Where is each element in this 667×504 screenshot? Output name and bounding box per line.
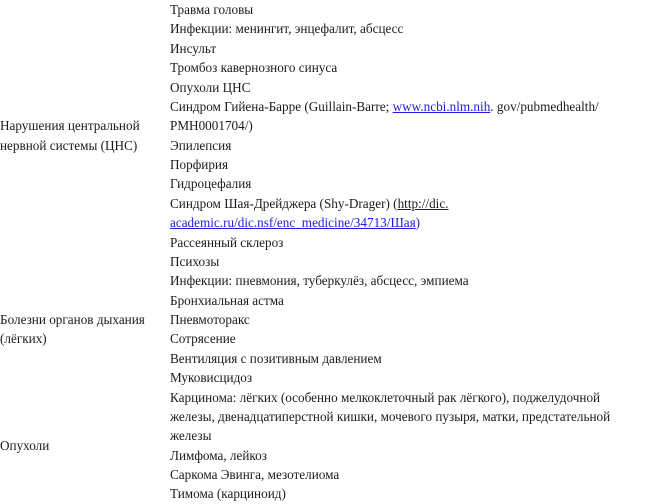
items-cell-cns	[170, 0, 667, 271]
text-segment: Травма головы	[170, 2, 254, 17]
condition-item	[170, 58, 667, 77]
condition-item	[170, 291, 667, 310]
items-cell-tumors	[170, 388, 667, 504]
category-cell-cns	[0, 0, 170, 271]
text-segment: Карцинома: лёгких (особенно мелкоклеточный рак лёгкого), поджелудочной	[170, 389, 601, 405]
condition-item	[170, 39, 667, 58]
category-label: (лёгких)	[0, 331, 47, 347]
table-row-tumors	[0, 388, 667, 504]
category-label: нервной системы (ЦНС)	[0, 137, 138, 153]
text-segment: Инфекции: менингит, энцефалит, абсцесс	[170, 21, 404, 37]
dic-academic-link-line2[interactable]: academic.ru/dic.nsf/enc_medicine/34713/Шая	[170, 215, 416, 231]
text-segment: Сотрясение	[170, 331, 236, 347]
condition-item	[170, 174, 667, 193]
category-cell-respiratory	[0, 271, 170, 387]
text-segment: Гидроцефалия	[170, 176, 252, 192]
condition-item	[170, 271, 667, 290]
text-segment: Лимфома, лейкоз	[170, 447, 267, 463]
text-segment: Тромбоз кавернозного синуса	[170, 60, 338, 76]
table-row-respiratory	[0, 271, 667, 387]
condition-item	[170, 388, 667, 446]
condition-item	[170, 484, 667, 503]
text-segment: Опухоли ЦНС	[170, 79, 251, 95]
condition-item	[170, 155, 667, 174]
condition-item	[170, 446, 667, 465]
condition-item	[170, 0, 667, 19]
condition-item	[170, 368, 667, 387]
text-segment: Бронхиальная астма	[170, 292, 284, 308]
text-segment: Психозы	[170, 253, 220, 269]
condition-item	[170, 310, 667, 329]
category-cell-tumors	[0, 388, 170, 504]
items-cell-respiratory	[170, 271, 667, 387]
text-segment: )	[415, 215, 421, 231]
text-segment: Инсульт	[170, 40, 217, 56]
text-segment: Порфирия	[170, 157, 229, 172]
category-label: Болезни органов дыхания	[0, 312, 145, 327]
text-segment: Эпилепсия	[170, 137, 232, 153]
condition-item	[170, 136, 667, 155]
text-segment: Синдром Гийена-Барре (Guillain-Barre;	[170, 98, 393, 114]
dic-academic-link-line1[interactable]: http://dic.	[397, 195, 449, 211]
text-segment: Пневмоторакс	[170, 312, 250, 327]
condition-item	[170, 78, 667, 97]
text-segment: железы	[170, 428, 212, 444]
condition-item	[170, 233, 667, 252]
text-segment: Рассеянный склероз	[170, 234, 284, 250]
condition-item	[170, 97, 667, 136]
text-segment: Синдром Шая-Дрейджера (Shy-Drager) (	[170, 195, 398, 211]
text-segment: Вентиляция с позитивным давлением	[170, 350, 382, 366]
condition-item	[170, 252, 667, 271]
text-segment: Тимома (карциноид)	[170, 486, 286, 502]
condition-item	[170, 19, 667, 38]
text-segment: Муковисцидоз	[170, 370, 253, 386]
condition-item	[170, 329, 667, 348]
condition-item	[170, 194, 667, 233]
text-segment: PMH0001704/)	[170, 118, 253, 134]
text-segment: железы, двенадцатиперстной кишки, мочевого пузыря, матки, предстательной	[170, 408, 611, 424]
text-segment: Саркома Эвинга, мезотелиома	[170, 467, 340, 482]
category-label: Нарушения центральной	[0, 118, 140, 134]
text-segment: Инфекции: пневмония, туберкулёз, абсцесс, эмпиема	[170, 273, 469, 289]
category-label: Опухоли	[0, 437, 50, 453]
condition-item	[170, 349, 667, 368]
ncbi-link[interactable]: www.ncbi.nlm.nih	[392, 98, 491, 114]
text-segment: . gov/pubmedhealth/	[490, 98, 599, 114]
condition-item	[170, 465, 667, 484]
